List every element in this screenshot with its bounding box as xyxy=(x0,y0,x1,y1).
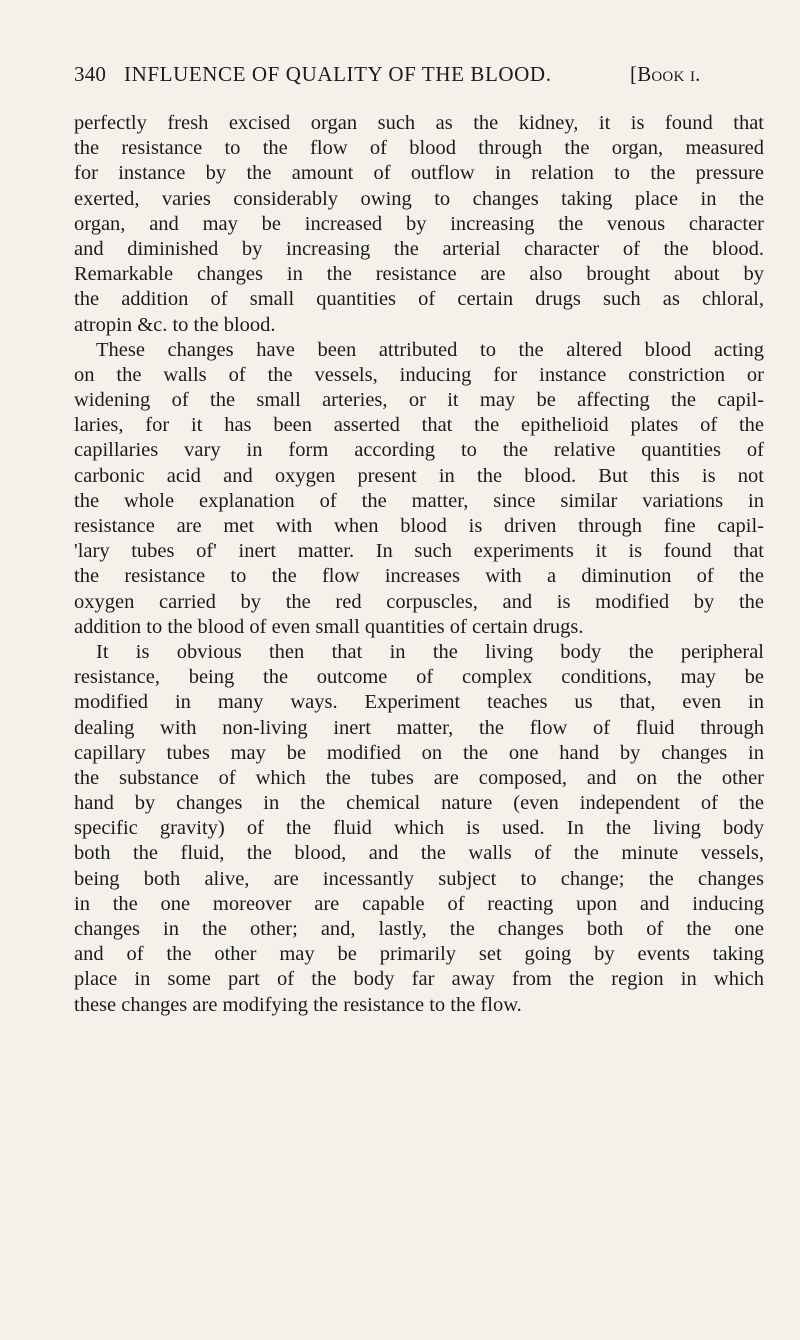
text-line: resistance, being the outcome of complex conditions, may be xyxy=(74,666,764,689)
text-line: capillaries vary in form according to the relative quantities of xyxy=(74,439,764,462)
text-line: organ, and may be increased by increasing the venous character xyxy=(74,212,764,235)
running-head xyxy=(74,58,764,90)
text-line: Remarkable changes in the resistance are also brought about by xyxy=(74,263,764,286)
book-reference xyxy=(630,58,701,90)
text-line: on the walls of the vessels, inducing for instance constriction or xyxy=(74,363,764,386)
text-line: addition to the blood of even small quantities of certain drugs. xyxy=(74,615,584,638)
text-line: capillary tubes may be modified on the one hand by changes in xyxy=(74,741,764,764)
book-reference-text: [Book i. xyxy=(630,62,701,86)
text-line: oxygen carried by the red corpuscles, and is modified by the xyxy=(74,590,764,613)
text-line: for instance by the amount of outflow in relation to the pressure xyxy=(74,162,764,185)
text-line: dealing with non-living inert matter, the flow of fluid through xyxy=(74,716,764,739)
text-line: changes in the other; and, lastly, the changes both of the one xyxy=(74,918,764,940)
text-line: 'lary tubes of' inert matter. In such experiments it is found that xyxy=(74,540,764,563)
text-line: exerted, varies considerably owing to changes taking place in the xyxy=(74,187,764,210)
text-line: atropin &c. to the blood. xyxy=(74,313,276,336)
text-line: both the fluid, the blood, and the walls of the minute vessels, xyxy=(74,842,764,865)
text-line: place in some part of the body far away from the region in which xyxy=(74,968,764,991)
text-line: perfectly fresh excised organ such as the kidney, it is found that xyxy=(74,112,764,134)
text-line: specific gravity) of the fluid which is used. In the living body xyxy=(74,817,764,840)
text-line: carbonic acid and oxygen present in the blood. But this is not xyxy=(74,464,764,487)
text-line: in the one moreover are capable of reacting upon and inducing xyxy=(74,892,764,915)
body-text xyxy=(74,111,764,1018)
text-line: the resistance to the flow increases with a diminution of the xyxy=(74,565,764,588)
text-line: hand by changes in the chemical nature (even independent of the xyxy=(74,792,764,815)
text-line: and diminished by increasing the arterial character of the blood. xyxy=(74,237,764,260)
text-line: laries, for it has been asserted that the epithelioid plates of the xyxy=(74,414,764,437)
text-line: These changes have been attributed to the altered blood acting xyxy=(96,338,764,361)
text-line: modified in many ways. Experiment teaches us that, even in xyxy=(74,691,764,714)
text-line: It is obvious then that in the living body the peripheral xyxy=(96,640,764,663)
text-line: the resistance to the flow of blood through the organ, measured xyxy=(74,137,764,160)
running-title: INFLUENCE OF QUALITY OF THE BLOOD. xyxy=(124,62,552,86)
text-line: the whole explanation of the matter, since similar variations in xyxy=(74,489,764,512)
text-line: resistance are met with when blood is driven through fine capil- xyxy=(74,515,764,537)
text-line: and of the other may be primarily set going by events taking xyxy=(74,943,764,966)
text-line: the addition of small quantities of certain drugs such as chloral, xyxy=(74,288,764,311)
page-number: 340 xyxy=(74,62,107,86)
text-line: being both alive, are incessantly subject to change; the changes xyxy=(74,867,764,890)
text-line: these changes are modifying the resistance to the flow. xyxy=(74,993,522,1016)
text-line: the substance of which the tubes are composed, and on the other xyxy=(74,766,764,789)
text-line: widening of the small arteries, or it may be affecting the capil- xyxy=(74,389,764,412)
